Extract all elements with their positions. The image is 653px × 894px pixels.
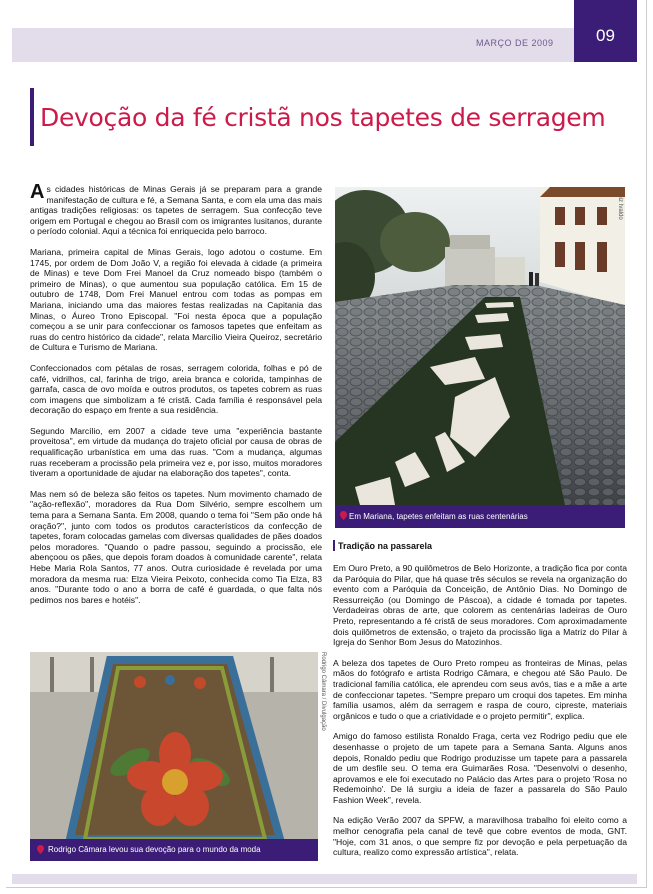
paragraph: Mariana, primeira capital de Minas Gerais, logo adotou o costume. Em 1745, por ordem de Dom João V, a região foi elevada à cidade (a primeira de Minas) e teve Dom Frei Manoel da Cruz nomeado bispo (também o primeiro de Minas), o que aumentou sua população católica. Em 15 de outubro de 1748, Dom Frei Manuel entrou com todas as pompas em Mariana, iniciando uma das maiores festas realizadas na Capitania das Minas, o Áureo Trono Episcopal. "Foi nesta época que a população começou a se unir para confeccionar os famosos tapetes que enfeitam as ruas do centro histórico da cidade", relata Marcílio Vieira Queiroz, secretário de Cultura e Turismo de Mariana. bbox=[30, 246, 322, 353]
caption-text: Rodrigo Câmara levou sua devoção para o mundo da moda bbox=[48, 845, 261, 854]
paragraph: Segundo Marcílio, em 2007 a cidade teve uma "experiência bastante proveitosa", em virtude da mudança do trajeto oficial por causa de obras de requalificação urbanística em uma das ruas. "Com a mudança, algumas ruas receberam a procissão pela primeira vez e, por isso, muitos moradores tiveram a oportunidade de ajudar na elaboração dos tapetes", conta. bbox=[30, 425, 322, 479]
photo-caption bbox=[30, 839, 318, 861]
page-number-box bbox=[574, 0, 637, 62]
issue-date: MARÇO DE 2009 bbox=[476, 38, 554, 48]
photo-credit: Rodrigo Câmara / Divulgação bbox=[320, 652, 326, 731]
paragraph: A beleza dos tapetes de Ouro Preto rompeu as fronteiras de Minas, pelas mãos do fotógrafo e artista Rodrigo Câmara, e chegou até São Paulo. De tradicional família católica, ele aprendeu com seus avós, tias e a mãe a arte de confeccionar tapetes. "Sempre preparo um croqui dos tapetes. Em minha família usamos, além da serragem e raspa de couro, cipreste, materiais orgânicos e tudo o que a criatividade e o projeto permitir", explica. bbox=[333, 657, 627, 721]
paragraph: Em Ouro Preto, a 90 quilômetros de Belo Horizonte, a tradição fica por conta da Paróquia do Pilar, que há quase três séculos se revela na organização do evento com a Paróquia da Conceição, de Antônio Dias. No Domingo de Ressurreição (ou Domingo de Páscoa), a cidade é tomada por tapetes. Verdadeiras obras de arte, que colorem as centenárias ladeiras de Ouro Preto, representando a fé cristã de seus moradores. Com aproximadamente dois quilômetros de extensão, o trajeto da procissão liga a Matriz do Pilar à Igreja do Senhor Bom Jesus do Matozinhos. bbox=[333, 563, 627, 648]
top-margin bbox=[12, 0, 637, 28]
page-number: 09 bbox=[596, 26, 615, 45]
street-photo-illustration bbox=[335, 187, 625, 505]
photo-caption bbox=[335, 505, 625, 528]
caption-text: Em Mariana, tapetes enfeitam as ruas centenárias bbox=[349, 512, 528, 521]
left-column bbox=[30, 181, 322, 615]
section-subhead: Tradição na passarela bbox=[338, 541, 433, 551]
bullet-icon bbox=[340, 511, 347, 520]
carpet-photo bbox=[30, 652, 318, 839]
photo-credit: Luiz Ivaldo bbox=[617, 191, 623, 220]
right-column bbox=[333, 563, 627, 868]
paragraph bbox=[30, 181, 322, 237]
street-photo bbox=[335, 187, 625, 505]
paragraph: Na edição Verão 2007 da SPFW, a maravilhosa trabalho foi eleito como a melhor cenografia pela canal de tevê que cobre eventos de moda, GNT. "Hoje, com 31 anos, o que sempre fiz por devoção e pela perpetuação da cultura, realizo como expressão artística", relata. bbox=[333, 815, 627, 858]
carpet-photo-illustration bbox=[30, 652, 318, 839]
bullet-icon bbox=[37, 845, 44, 854]
title-accent-bar bbox=[30, 88, 34, 146]
paragraph: Mas nem só de beleza são feitos os tapetes. Num movimento chamado de "ação-reflexão", moradores da Rua Dom Silvério, sempre escolhem um tema para a Semana Santa. Em 2008, quando o tema foi "Sem pão onde há oração?", junto com todos os produtos característicos da confecção de tapetes, foram colocadas gamelas com diversas qualidades de pães doados pelos moradores. "Quando o padre passou, seguindo a procissão, ele abençoou os pães, que depois foram doados à comunidade carente", relata Hebe Maria Rola Santos, 77 anos. Outra curiosidade é revelada por uma moradora da mesma rua: Elza Vieira Peixoto, conhecida como Tia Elza, 83 anos. "Durante todo o ano a borra de café é guardada, o que falta nós pedimos nos bares e hotéis". bbox=[30, 488, 322, 605]
paragraph-text: s cidades históricas de Minas Gerais já se preparam para a grande manifestação de cultura e fé, a Semana Santa, e com ela uma das mais antigas tradições religiosas: os tapetes de serragem. Sua confecção teve origem em Portugal e chegou ao Brasil com os imigrantes lusitanos, durante o período colonial. Aqui a técnica foi enriquecida pelo barroco. bbox=[30, 184, 322, 237]
drop-cap: A bbox=[30, 181, 45, 203]
paragraph: Confeccionados com pétalas de rosas, serragem colorida, folhas e pó de café, vidrilhos, cal, farinha de trigo, areia branca e colorida, tampinhas de garrafa, casca de ovo moída e outros produtos, os tapetes cobrem as ruas com imagens que simbolizam a fé cristã. Cada família é responsável pela decoração do espaço em frente a sua residência. bbox=[30, 362, 322, 416]
paragraph: Amigo do famoso estilista Ronaldo Fraga, certa vez Rodrigo pediu que ele desenhasse o projeto de um tapete para a Semana Santa. Alguns anos depois, Ronaldo pediu que Rodrigo produzisse um tapete para a passarela de um desfile seu. O tema era Guimarães Rosa. "Desenvolvi o desenho, aprovamos e ele foi executado no Palácio das Artes para o projeto 'Rosa no Redemoinho'. De lá surgiu a ideia de fazer a passarela do São Paulo Fashion Week", revela. bbox=[333, 731, 627, 805]
article-title: Devoção da fé cristã nos tapetes de serragem bbox=[40, 103, 606, 132]
